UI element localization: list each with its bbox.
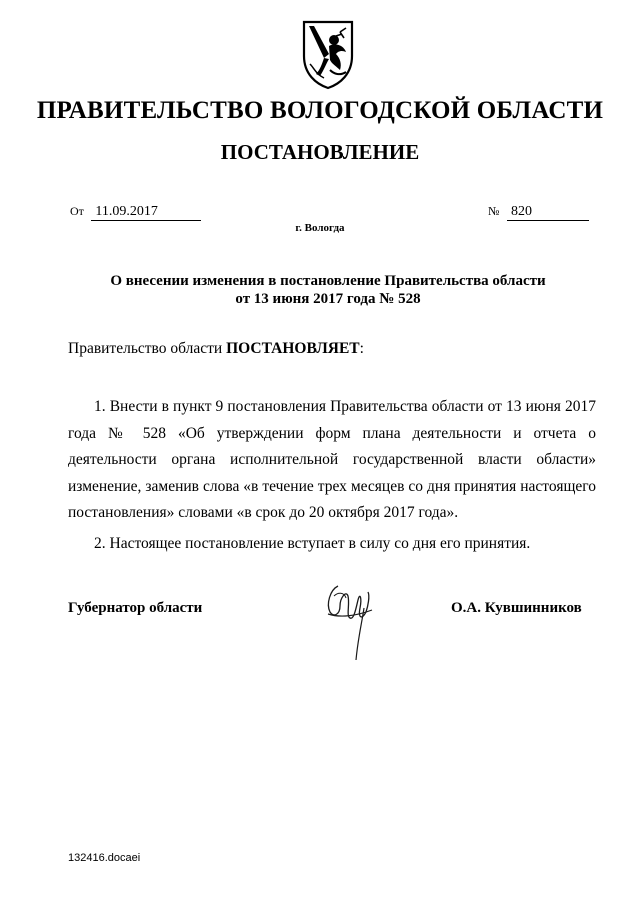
document-body [68, 394, 596, 557]
preamble-emphasis: ПОСТАНОВЛЯЕТ [226, 340, 360, 357]
number-row [488, 204, 589, 221]
city-label: г. Вологда [295, 222, 345, 234]
document-number: 820 [507, 204, 589, 221]
document-subject [60, 272, 596, 308]
preamble-suffix: : [359, 340, 364, 357]
item-1: 1. Внести в пункт 9 постановления Правительства области от 13 июня 2017 года № 528 «Об утверждении форм плана деятельности и отчета о деятельности органа исполнительной государственной власти области» изменение, заменив слова «в течение трех месяцев со дня принятия настоящего постановления» словами «в срок до 20 октября 2017 года». [68, 398, 596, 521]
coat-of-arms-icon [296, 18, 360, 90]
date-prefix: От [70, 204, 84, 218]
subject-line-2: от 13 июня 2017 года № 528 [235, 291, 421, 307]
signer-title: Губернатор области [68, 600, 203, 616]
handwritten-signature-icon [316, 578, 380, 664]
date-row [70, 204, 201, 221]
number-prefix: № [488, 204, 500, 218]
document-date: 11.09.2017 [91, 204, 201, 221]
government-title: ПРАВИТЕЛЬСТВО ВОЛОГОДСКОЙ ОБЛАСТИ [36, 97, 604, 124]
subject-line-1: О внесении изменения в постановление Правительства области [110, 273, 546, 289]
preamble-text: Правительство области [68, 340, 227, 357]
preamble [68, 340, 364, 358]
signer-name: О.А. Кувшинников [451, 600, 582, 616]
item-2: 2. Настоящее постановление вступает в силу со дня его принятия. [94, 534, 531, 552]
file-code: 132416.docaei [68, 852, 141, 864]
document-type: ПОСТАНОВЛЕНИЕ [220, 140, 420, 164]
